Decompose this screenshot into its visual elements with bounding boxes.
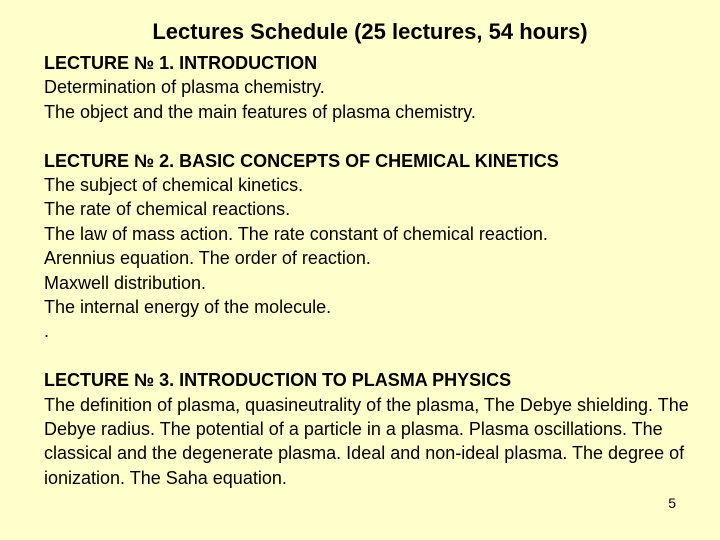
lecture-2-line-5: Maxwell distribution. bbox=[44, 272, 207, 293]
lecture-2-section bbox=[44, 149, 694, 344]
lecture-2-line-4: Arennius equation. The order of reaction. bbox=[44, 248, 371, 269]
lecture-3-heading: LECTURE № 3. INTRODUCTION TO PLASMA PHYSICS bbox=[44, 370, 512, 391]
slide-title: Lectures Schedule (25 lectures, 54 hours) bbox=[152, 19, 588, 44]
lecture-2-heading: LECTURE № 2. BASIC CONCEPTS OF CHEMICAL KINETICS bbox=[44, 150, 559, 171]
lecture-3-paragraph: The definition of plasma, quasineutrality of the plasma, The Debye shielding. The Debye radius. The potential of a particle in a plasma. Plasma oscillations. The classical and the degenerate plasma. Ideal and non-ideal plasma. The degree of ionization. The Saha equation. bbox=[44, 394, 689, 488]
lecture-2-line-3: The law of mass action. The rate constant of chemical reaction. bbox=[44, 223, 548, 244]
slide-body bbox=[44, 51, 694, 490]
lecture-3-section bbox=[44, 368, 694, 490]
lecture-2-line-7: . bbox=[44, 321, 50, 342]
lecture-2-line-1: The subject of chemical kinetics. bbox=[44, 175, 304, 196]
lecture-2-line-2: The rate of chemical reactions. bbox=[44, 199, 291, 220]
lecture-1-section bbox=[44, 51, 694, 124]
section-gap bbox=[44, 344, 694, 368]
lecture-1-heading: LECTURE № 1. INTRODUCTION bbox=[44, 53, 318, 73]
lecture-1-line-2: The object and the main features of plasma chemistry. bbox=[44, 101, 476, 122]
lecture-2-line-6: The internal energy of the molecule. bbox=[44, 297, 332, 318]
lecture-1-line-1: Determination of plasma chemistry. bbox=[44, 77, 325, 98]
page-number: 5 bbox=[668, 495, 676, 511]
section-gap bbox=[44, 124, 694, 148]
